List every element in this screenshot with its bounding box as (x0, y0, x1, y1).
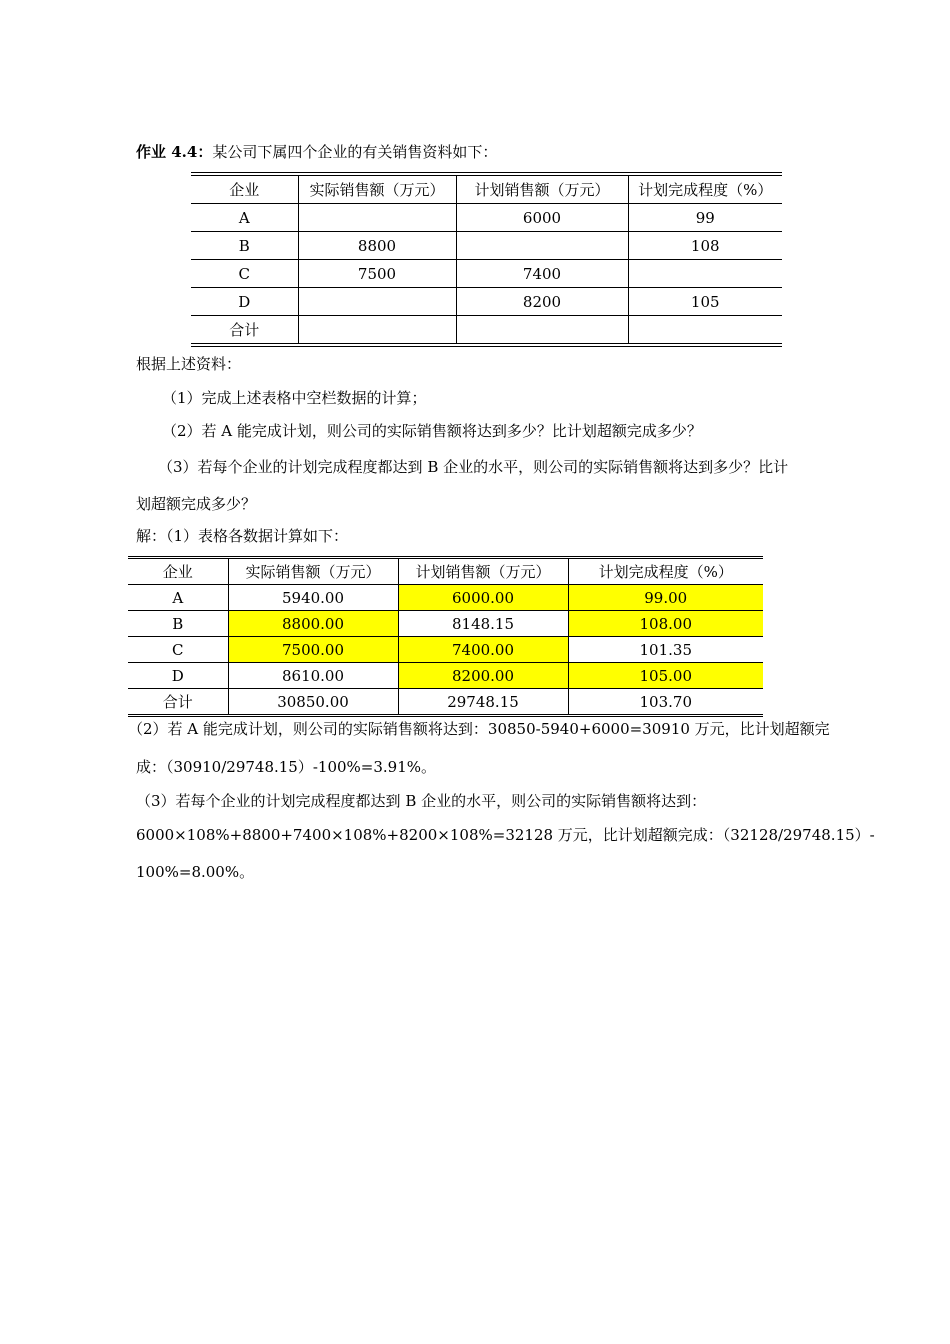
table-cell: 合计 (229, 321, 260, 339)
table-header-cell: 计划销售额（万元） (398, 558, 568, 585)
table-cell-highlighted: 8800.00 (228, 611, 398, 637)
questions-intro: 根据上述资料： (136, 355, 242, 373)
table-cell (456, 232, 628, 260)
question-1: （1）完成上述表格中空栏数据的计算； (162, 389, 427, 407)
sales-table-solved (128, 556, 763, 717)
table-row (128, 585, 763, 611)
table-cell-highlighted: 7500.00 (228, 637, 398, 663)
table-cell: 101.35 (568, 637, 763, 663)
table-header-cell: 计划完成程度（%） (568, 558, 763, 585)
table-cell: A (191, 204, 298, 232)
question-3-line-2: 划超额完成多少？ (136, 495, 257, 513)
answer-3-line-3: 100%=8.00%。 (136, 863, 255, 881)
table-cell (628, 316, 782, 346)
table-row (128, 663, 763, 689)
table-total-row (128, 689, 763, 716)
table-cell (298, 316, 456, 346)
assignment-heading (136, 141, 497, 162)
table-header-cell: 计划销售额（万元） (456, 174, 628, 204)
table-row (128, 637, 763, 663)
table-cell (628, 260, 782, 288)
table-cell (298, 288, 456, 316)
table-row (191, 288, 782, 316)
table-cell: 7500 (298, 260, 456, 288)
table-cell: B (191, 232, 298, 260)
table-cell: 8800 (298, 232, 456, 260)
table-cell: 8610.00 (228, 663, 398, 689)
table-cell: D (128, 663, 228, 689)
table-header-cell: 实际销售额（万元） (228, 558, 398, 585)
table-header-cell: 实际销售额（万元） (298, 174, 456, 204)
table-cell-highlighted: 7400.00 (398, 637, 568, 663)
table-row (191, 260, 782, 288)
table-cell: 6000 (456, 204, 628, 232)
table-cell: B (128, 611, 228, 637)
table-header-row (191, 174, 782, 204)
table-cell: 7400 (456, 260, 628, 288)
table-cell: A (128, 585, 228, 611)
table-cell (298, 204, 456, 232)
table-cell-highlighted: 99.00 (568, 585, 763, 611)
table-row (128, 611, 763, 637)
table-row (191, 204, 782, 232)
sales-table-blank (191, 172, 782, 347)
table-header-row (128, 558, 763, 585)
question-2: （2）若 A 能完成计划，则公司的实际销售额将达到多少？比计划超额完成多少？ (162, 422, 702, 440)
table-cell: 30850.00 (228, 689, 398, 716)
table-cell: C (128, 637, 228, 663)
table-cell: 5940.00 (228, 585, 398, 611)
table-total-row (191, 316, 782, 346)
table-cell: D (191, 288, 298, 316)
table-cell: 103.70 (568, 689, 763, 716)
table-cell-highlighted: 8200.00 (398, 663, 568, 689)
table-header-cell: 企业 (128, 558, 228, 585)
assignment-text: 某公司下属四个企业的有关销售资料如下： (212, 143, 498, 161)
table-cell: 8148.15 (398, 611, 568, 637)
solution-intro: 解：（1）表格各数据计算如下： (136, 527, 349, 545)
table-row (191, 232, 782, 260)
answer-3-line-1: （3）若每个企业的计划完成程度都达到 B 企业的水平，则公司的实际销售额将达到： (136, 792, 707, 810)
table-cell (456, 316, 628, 346)
answer-3-line-2: 6000×108%+8800+7400×108%+8200×108%=32128 万元，比计划超额完成：（32128/29748.15）- (136, 826, 875, 844)
table-cell: 29748.15 (398, 689, 568, 716)
table-cell-highlighted: 105.00 (568, 663, 763, 689)
table-cell-highlighted: 108.00 (568, 611, 763, 637)
table-cell: 105 (628, 288, 782, 316)
table-cell: 8200 (456, 288, 628, 316)
table-cell: 108 (628, 232, 782, 260)
table-cell: 合计 (162, 693, 193, 711)
table-cell-highlighted: 6000.00 (398, 585, 568, 611)
assignment-label: 作业 4.4： (136, 143, 213, 161)
question-3-line-1: （3）若每个企业的计划完成程度都达到 B 企业的水平，则公司的实际销售额将达到多少？比计 (158, 458, 789, 476)
table-header-cell: 计划完成程度（%） (628, 174, 782, 204)
answer-2-line-1: （2）若 A 能完成计划，则公司的实际销售额将达到：30850-5940+6000=30910 万元，比计划超额完 (128, 720, 830, 738)
table-header-cell: 企业 (191, 174, 298, 204)
table-cell: 99 (628, 204, 782, 232)
table-cell: C (191, 260, 298, 288)
answer-2-line-2: 成：（30910/29748.15）-100%=3.91%。 (136, 758, 437, 776)
